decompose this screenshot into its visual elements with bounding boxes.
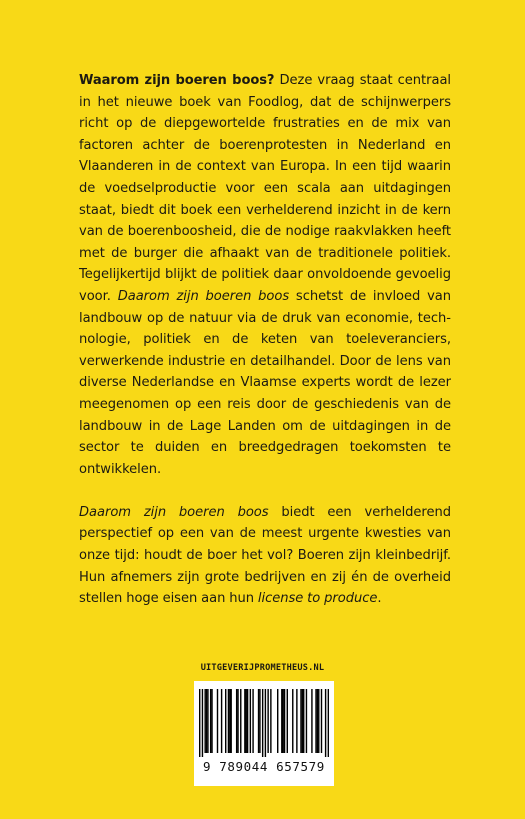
barcode-bar bbox=[250, 689, 251, 753]
barcode-bar bbox=[282, 689, 283, 753]
barcode-guard-bar bbox=[325, 689, 326, 757]
barcode-guard-bar bbox=[262, 689, 263, 757]
barcode-bar bbox=[229, 689, 230, 753]
barcode-bar bbox=[296, 689, 297, 753]
barcode-bar bbox=[247, 689, 248, 753]
barcode-bar bbox=[315, 689, 316, 753]
barcode-bar bbox=[306, 689, 307, 753]
isbn-barcode bbox=[194, 681, 334, 786]
paragraph-1-part-2: schetst de invloed van landbouw op de natuur via de druk van economie, technologie, politiek en de keten van toeleveranciers, verwerkende industrie en detailhandel. Door de lens van diverse Nederlandse en Vlaamse experts wordt de lezer meegenomen op een reis door de geschiedenis van de landbouw in de Lage Landen om de uitdagingen in de sector te duiden en breedgedragen toekomsten te ontwikkelen. bbox=[79, 288, 452, 477]
barcode-bar bbox=[284, 689, 285, 753]
barcode-bar bbox=[317, 689, 318, 753]
lead-question: Waarom zijn boeren boos? bbox=[79, 73, 275, 88]
barcode-bar bbox=[211, 689, 212, 753]
barcode-bar bbox=[244, 689, 245, 753]
barcode-bar bbox=[237, 689, 238, 753]
barcode-bar bbox=[252, 689, 253, 753]
barcode-bar bbox=[321, 689, 322, 753]
barcode-bar bbox=[236, 689, 237, 753]
barcode-guard-bar bbox=[199, 689, 200, 757]
barcode-bar bbox=[221, 689, 222, 753]
barcode-bar bbox=[206, 689, 207, 753]
book-title-italic-2: Daarom zijn boeren boos bbox=[79, 504, 269, 520]
barcode-guard-bar bbox=[328, 689, 329, 757]
barcode-bar bbox=[302, 689, 303, 753]
barcode-bar bbox=[228, 689, 229, 753]
isbn-number: 9 789044 657579 bbox=[203, 759, 325, 774]
barcode-bar bbox=[204, 689, 205, 753]
barcode-bar bbox=[287, 689, 288, 753]
blurb-paragraph-2 bbox=[79, 502, 451, 610]
blurb-paragraph-1 bbox=[79, 70, 451, 480]
barcode-bar bbox=[207, 689, 208, 753]
paragraph-2-part-2: . bbox=[377, 591, 382, 607]
barcode-bar bbox=[303, 689, 304, 753]
barcode-bar bbox=[267, 689, 268, 753]
book-title-italic: Daarom zijn boeren boos bbox=[117, 288, 290, 304]
barcode-guard-bar bbox=[202, 689, 203, 757]
barcode-bar bbox=[270, 689, 271, 753]
barcode-bar bbox=[292, 689, 293, 753]
barcode-bar bbox=[311, 689, 312, 753]
barcode-bar bbox=[300, 689, 301, 753]
barcode-bar bbox=[210, 689, 211, 753]
paragraph-2-part-1: biedt een verhelderend perspectief op een van de meest urgente kwesties van onze tijd: houdt de boer het vol? Boeren zijn kleinbedrijf. Hun afnemers zijn grote bedrijven en zij én de overheid stellen hoge eisen aan hun bbox=[79, 504, 451, 607]
barcode-bar bbox=[230, 689, 231, 753]
barcode-bar bbox=[277, 689, 278, 753]
barcode-bar bbox=[281, 689, 282, 753]
publisher-website: UITGEVERIJPROMETHEUS.NL bbox=[200, 663, 325, 673]
barcode-bar bbox=[259, 689, 260, 753]
barcode-bar bbox=[246, 689, 247, 753]
barcode-bar bbox=[258, 689, 259, 753]
barcode-bar bbox=[217, 689, 218, 753]
barcode-bar bbox=[240, 689, 241, 753]
barcode-bars bbox=[199, 689, 329, 757]
barcode-bar bbox=[318, 689, 319, 753]
paragraph-1-part-1: Deze vraag staat centraal in het nieuwe boek van Foodlog, dat de schijnwerpers richt op de diepgewortelde frustraties en de mix van factoren achter de boerenprotesten in Nederland en Vlaanderen in de context van Europa. In een tijd waarin de voedselproductie voor een scala aan uitdagingen staat, biedt dit boek een verhelderend inzicht in de kern van de boerenboosheid, die de nodige raakvlakken heeft met de burger die afhaakt van de traditionele politiek. Tegelijkertijd blijkt de politiek daar onvoldoende gevoelig voor. bbox=[79, 73, 452, 304]
barcode-bar bbox=[225, 689, 226, 753]
license-to-produce-italic: license to produce bbox=[257, 591, 378, 607]
barcode-guard-bar bbox=[265, 689, 266, 757]
blurb-text bbox=[79, 70, 451, 610]
